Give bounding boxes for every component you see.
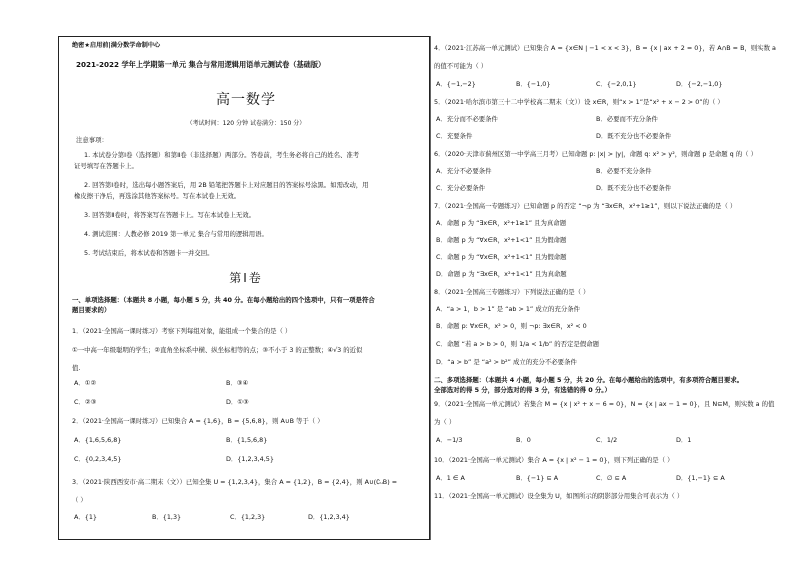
option-b: B．命题 p: ∀x∈R，x² > 0，则 ¬p: ∃x∈R，x² < 0 — [436, 322, 587, 330]
option-a: A．充分不必要条件 — [436, 167, 492, 175]
option-c: C．{1,2,3} — [230, 513, 266, 521]
question-7-stem: 7．（2021·全国高一专题练习）已知命题 p 的否定 “¬p 为 “∃x∈R，x²+1≥1”，则以下说法正确的是（ ） — [434, 202, 737, 210]
notice-item: 5. 考试结束后，将本试卷和答题卡一并交回。 — [84, 249, 214, 257]
option-b: B．必要不充分条件 — [596, 167, 652, 175]
question-1-stem: 1．（2021·全国高一课时练习）考察下列每组对象，能组成一个集合的是（ ） — [72, 327, 292, 335]
option-a: A．{1,6,5,6,8} — [74, 436, 122, 444]
option-a: A．“a > 1，b > 1” 是 “ab > 1” 成立的充分条件 — [436, 305, 581, 313]
subject-title: 高一数学 — [216, 92, 276, 108]
option-a: A．−1/3 — [436, 436, 463, 444]
option-d: D．既不充分也不必要条件 — [596, 132, 672, 140]
column-divider — [430, 36, 431, 540]
option-d: D．命题 p 为 “∃x∈R，x²+1<1” 且为真命题 — [436, 270, 567, 278]
option-d: D．既不充分也不必要条件 — [596, 184, 672, 192]
notice-item: 橡皮擦干净后，再选涂其他答案标号。写在本试卷上无效。 — [74, 192, 241, 200]
section1-heading-cont: 题目要求的） — [72, 306, 111, 314]
option-c: C．充要条件 — [436, 132, 473, 140]
option-c: C．命题 “若 a > b > 0，则 1/a < 1/b” 的否定是假命题 — [436, 340, 599, 348]
option-b: B．命题 p 为 “∀x∈R，x²+1<1” 且为假命题 — [436, 236, 567, 244]
notice-item: 4. 测试范围：人教必修 2019 第一单元 集合与常用的逻辑用语。 — [84, 230, 268, 238]
option-c: C．{−2,0,1} — [596, 80, 637, 88]
question-9-stem: 9．（2021·全国高一单元测试）若集合 M = {x | x² + x − 6 = 0}，N = {x | ax − 1 = 0}，且 N⊆M，则实数 a 的值 — [434, 400, 775, 408]
option-a: A．1 ∈ A — [436, 474, 465, 482]
option-a: A．命题 p 为 “∃x∈R，x²+1≥1” 且为真命题 — [436, 219, 567, 227]
option-a: A．{1} — [74, 513, 97, 521]
question-1-body: 值. — [72, 364, 81, 372]
notice-title: 注意事项： — [76, 136, 108, 144]
option-b: B．{1,5,6,8} — [226, 436, 268, 444]
option-c: C．充分必要条件 — [436, 184, 486, 192]
option-b: B．0 — [516, 436, 531, 444]
exam-info: （考试时间：120 分钟 试卷满分：150 分） — [186, 120, 306, 127]
option-d: D．{1,2,3,4,5} — [226, 455, 274, 463]
question-6-stem: 6．（2020·天津市蓟州区第一中学高三月考）已知命题 p: |x| > |y|，命题 q: x² > y²，则命题 p 是命题 q 的（ ） — [434, 150, 757, 158]
option-b: B．{1,3} — [152, 513, 182, 521]
notice-item: 证号填写在答题卡上。 — [74, 162, 138, 170]
question-5-stem: 5．（2021·哈尔滨市第三十二中学校高二期末（文））设 x∈R，则“x > 1”是“x² + x − 2 > 0”的（ ） — [434, 98, 724, 106]
option-d: D．“a > b” 是 “a² > b²” 成立的充分不必要条件 — [436, 358, 577, 366]
section1-heading: 一、单项选择题：（本题共 8 小题，每小题 5 分，共 40 分。在每小题给出的四个选项中，只有一项是符合 — [72, 296, 375, 304]
option-c: C．②③ — [74, 398, 97, 406]
option-c: C．{0,2,3,4,5} — [74, 455, 122, 463]
option-d: D．{−2,−1,0} — [676, 80, 723, 88]
confidential-header: 绝密★启用前|满分数学命制中心 — [72, 42, 161, 49]
option-c: C．命题 p 为 “∀x∈R，x²+1<1” 且为假命题 — [436, 253, 567, 261]
question-11-stem: 11．（2021·全国高一单元测试）设全集为 U，如图所示的阴影部分用集合可表示为（ ） — [434, 492, 684, 500]
volume-title: 第Ⅰ卷 — [229, 271, 263, 285]
question-3-blank: （ ） — [72, 496, 87, 504]
section2-heading: 二、多项选择题：（本题共 4 小题，每小题 5 分，共 20 分。在每小题给出的选项中，有多项符合题目要求。 — [434, 376, 744, 384]
option-d: D．①③ — [226, 398, 249, 406]
option-b: B．{−1,0} — [516, 80, 551, 88]
notice-item: 1. 本试卷分第Ⅰ卷（选择题）和第Ⅱ卷（非选择题）两部分。答卷前，考生务必将自己的姓名、准考 — [84, 151, 360, 159]
option-b: B．③④ — [226, 379, 249, 387]
option-d: D．{1,−1} ⊆ A — [676, 474, 725, 482]
question-4-stem-cont: 的值不可能为（ ） — [434, 62, 488, 70]
option-b: B．{−1} ⊆ A — [516, 474, 559, 482]
question-2-stem: 2．（2021·全国高一课时练习）已知集合 A = {1,6}，B = {5,6,8}，则 A∪B 等于（ ） — [72, 417, 324, 425]
exam-title: 2021-2022 学年上学期第一单元 集合与常用逻辑用语单元测试卷（基础版） — [76, 60, 326, 69]
notice-item: 2. 回答第Ⅰ卷时，选出每小题答案后，用 2B 铅笔把答题卡上对应题目的答案标号涂黑。如需改动，用 — [84, 181, 369, 189]
option-d: D．1 — [676, 436, 692, 444]
option-d: D．{1,2,3,4} — [308, 513, 350, 521]
question-9-stem-cont: 为（ ） — [434, 418, 456, 426]
option-b: B．必要而不充分条件 — [596, 115, 658, 123]
option-c: C．1/2 — [596, 436, 618, 444]
question-3-stem: 3．（2021·陕西西安市·高二期末（文））已知全集 U = {1,2,3,4}，集合 A = {1,2}，B = {2,4}，则 A∪(∁ᵤB) = — [72, 478, 398, 486]
left-page-border — [58, 36, 430, 540]
question-8-stem: 8．（2021·全国高三专题练习）下列说法正确的是（ ） — [434, 288, 590, 296]
option-a: A．充分而不必要条件 — [436, 115, 498, 123]
section2-heading-cont: 全部选对的得 5 分，部分选对的得 3 分，有选错的得 0 分。） — [434, 386, 611, 394]
notice-item: 3. 回答第Ⅱ卷时，将答案写在答题卡上。写在本试卷上无效。 — [84, 211, 256, 219]
option-a: A．①② — [74, 379, 97, 387]
question-10-stem: 10．（2021·全国高一单元测试）集合 A = {x | x² − 1 = 0}，则下列正确的是（ ） — [434, 456, 674, 464]
question-1-body: ①一中高一年级聪明的学生；②直角坐标系中横、纵坐标相等的点；③不小于 3 的正整数；④√3 的近似 — [72, 346, 363, 354]
question-4-stem: 4．（2021·江苏高一单元测试）已知集合 A = {x∈N | −1 < x < 3}，B = {x | ax + 2 = 0}，若 A∩B = B，则实数 a — [434, 44, 776, 52]
option-a: A．{−1,−2} — [436, 80, 476, 88]
option-c: C．∅ ⊆ A — [596, 474, 627, 482]
